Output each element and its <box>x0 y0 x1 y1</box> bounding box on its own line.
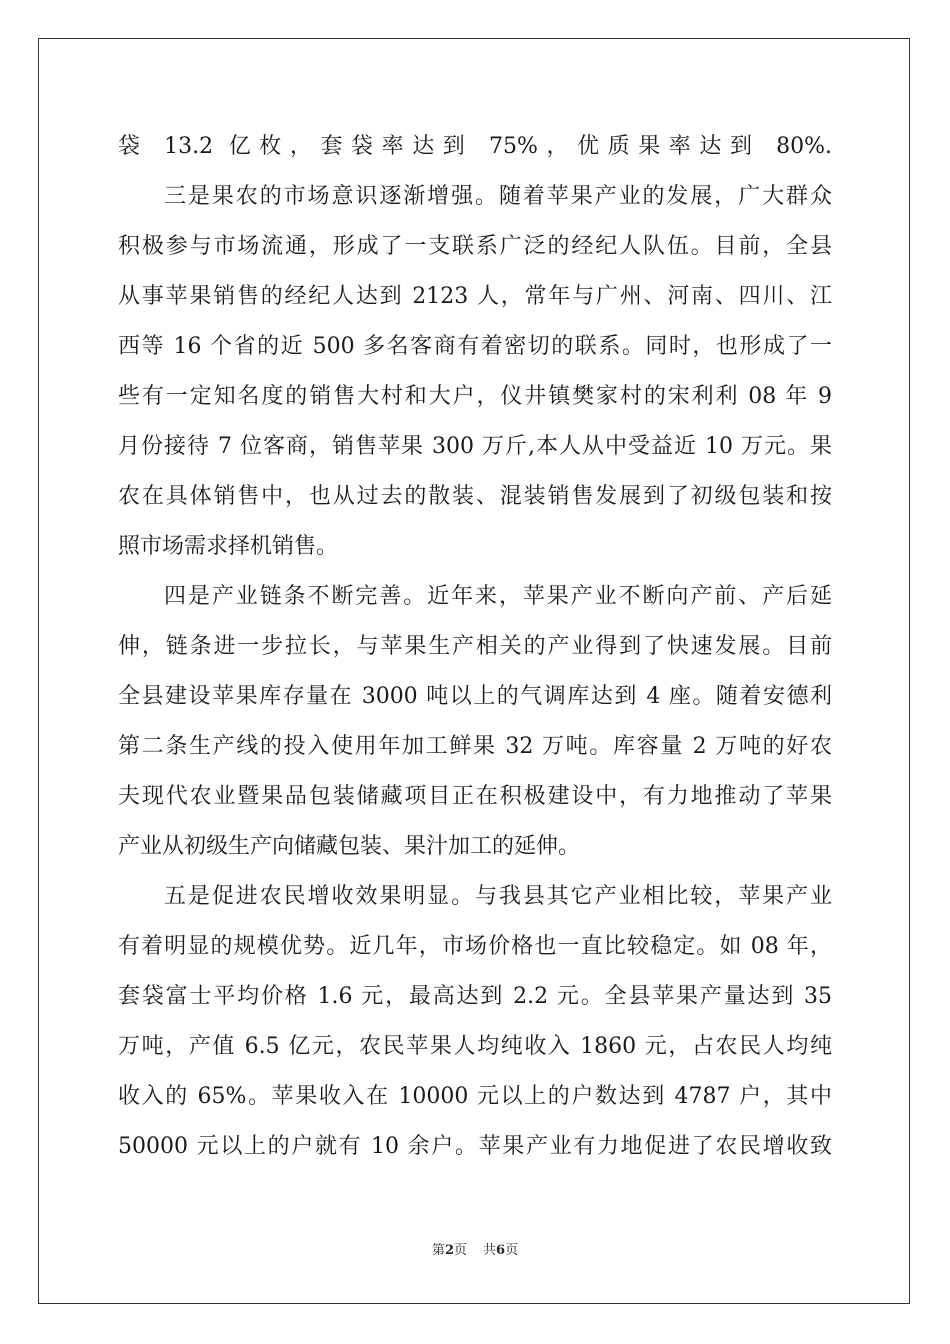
text-line: 西等 16 个省的近 500 多名客商有着密切的联系。同时，也形成了一 <box>118 334 832 359</box>
document-body <box>118 122 832 1172</box>
text-line: 些有一定知名度的销售大村和大户，仪井镇樊家村的宋利利 08 年 9 <box>118 384 832 409</box>
total-pages: 6 <box>496 1243 506 1258</box>
page-number: 2 <box>444 1243 454 1258</box>
text-line: 产业从初级生产向储藏包装、果汁加工的延伸。 <box>118 834 581 859</box>
text-line: 照市场需求择机销售。 <box>118 534 339 559</box>
text-line: 从事苹果销售的经纪人达到 2123 人，常年与广州、河南、四川、江 <box>118 284 832 309</box>
text-line: 伸，链条进一步拉长，与苹果生产相关的产业得到了快速发展。目前 <box>118 634 832 659</box>
page-suffix: 页 <box>453 1243 467 1258</box>
text-line: 四是产业链条不断完善。近年来，苹果产业不断向产前、产后延 <box>164 584 832 609</box>
text-line: 50000 元以上的户就有 10 余户。苹果产业有力地促进了农民增收致 <box>118 1134 832 1159</box>
text-line: 有着明显的规模优势。近几年，市场价格也一直比较稳定。如 08 年， <box>118 934 832 959</box>
page-prefix: 第 <box>431 1243 445 1258</box>
text-line: 收入的 65%。苹果收入在 10000 元以上的户数达到 4787 户，其中 <box>118 1084 832 1109</box>
page-footer <box>0 1242 950 1260</box>
total-prefix: 共 <box>483 1243 497 1258</box>
text-line: 全县建设苹果库存量在 3000 吨以上的气调库达到 4 座。随着安德利 <box>118 684 832 709</box>
text-line: 农在具体销售中，也从过去的散装、混装销售发展到了初级包装和按 <box>118 484 832 509</box>
text-line: 袋 13.2 亿枚，套袋率达到 75%，优质果率达到 80%. <box>118 134 832 159</box>
text-line: 夫现代农业暨果品包装储藏项目正在积极建设中，有力地推动了苹果 <box>118 784 832 809</box>
text-line: 套袋富士平均价格 1.6 元，最高达到 2.2 元。全县苹果产量达到 35 <box>118 984 832 1009</box>
text-line: 积极参与市场流通，形成了一支联系广泛的经纪人队伍。目前，全县 <box>118 234 832 259</box>
text-line: 第二条生产线的投入使用年加工鲜果 32 万吨。库容量 2 万吨的好农 <box>118 734 832 759</box>
total-suffix: 页 <box>505 1243 519 1258</box>
text-line: 三是果农的市场意识逐渐增强。随着苹果产业的发展，广大群众 <box>164 184 832 209</box>
text-line: 月份接待 7 位客商，销售苹果 300 万斤,本人从中受益近 10 万元。果 <box>118 434 832 459</box>
text-line: 万吨，产值 6.5 亿元，农民苹果人均纯收入 1860 元，占农民人均纯 <box>118 1034 832 1059</box>
text-line: 五是促进农民增收效果明显。与我县其它产业相比较，苹果产业 <box>164 884 832 909</box>
